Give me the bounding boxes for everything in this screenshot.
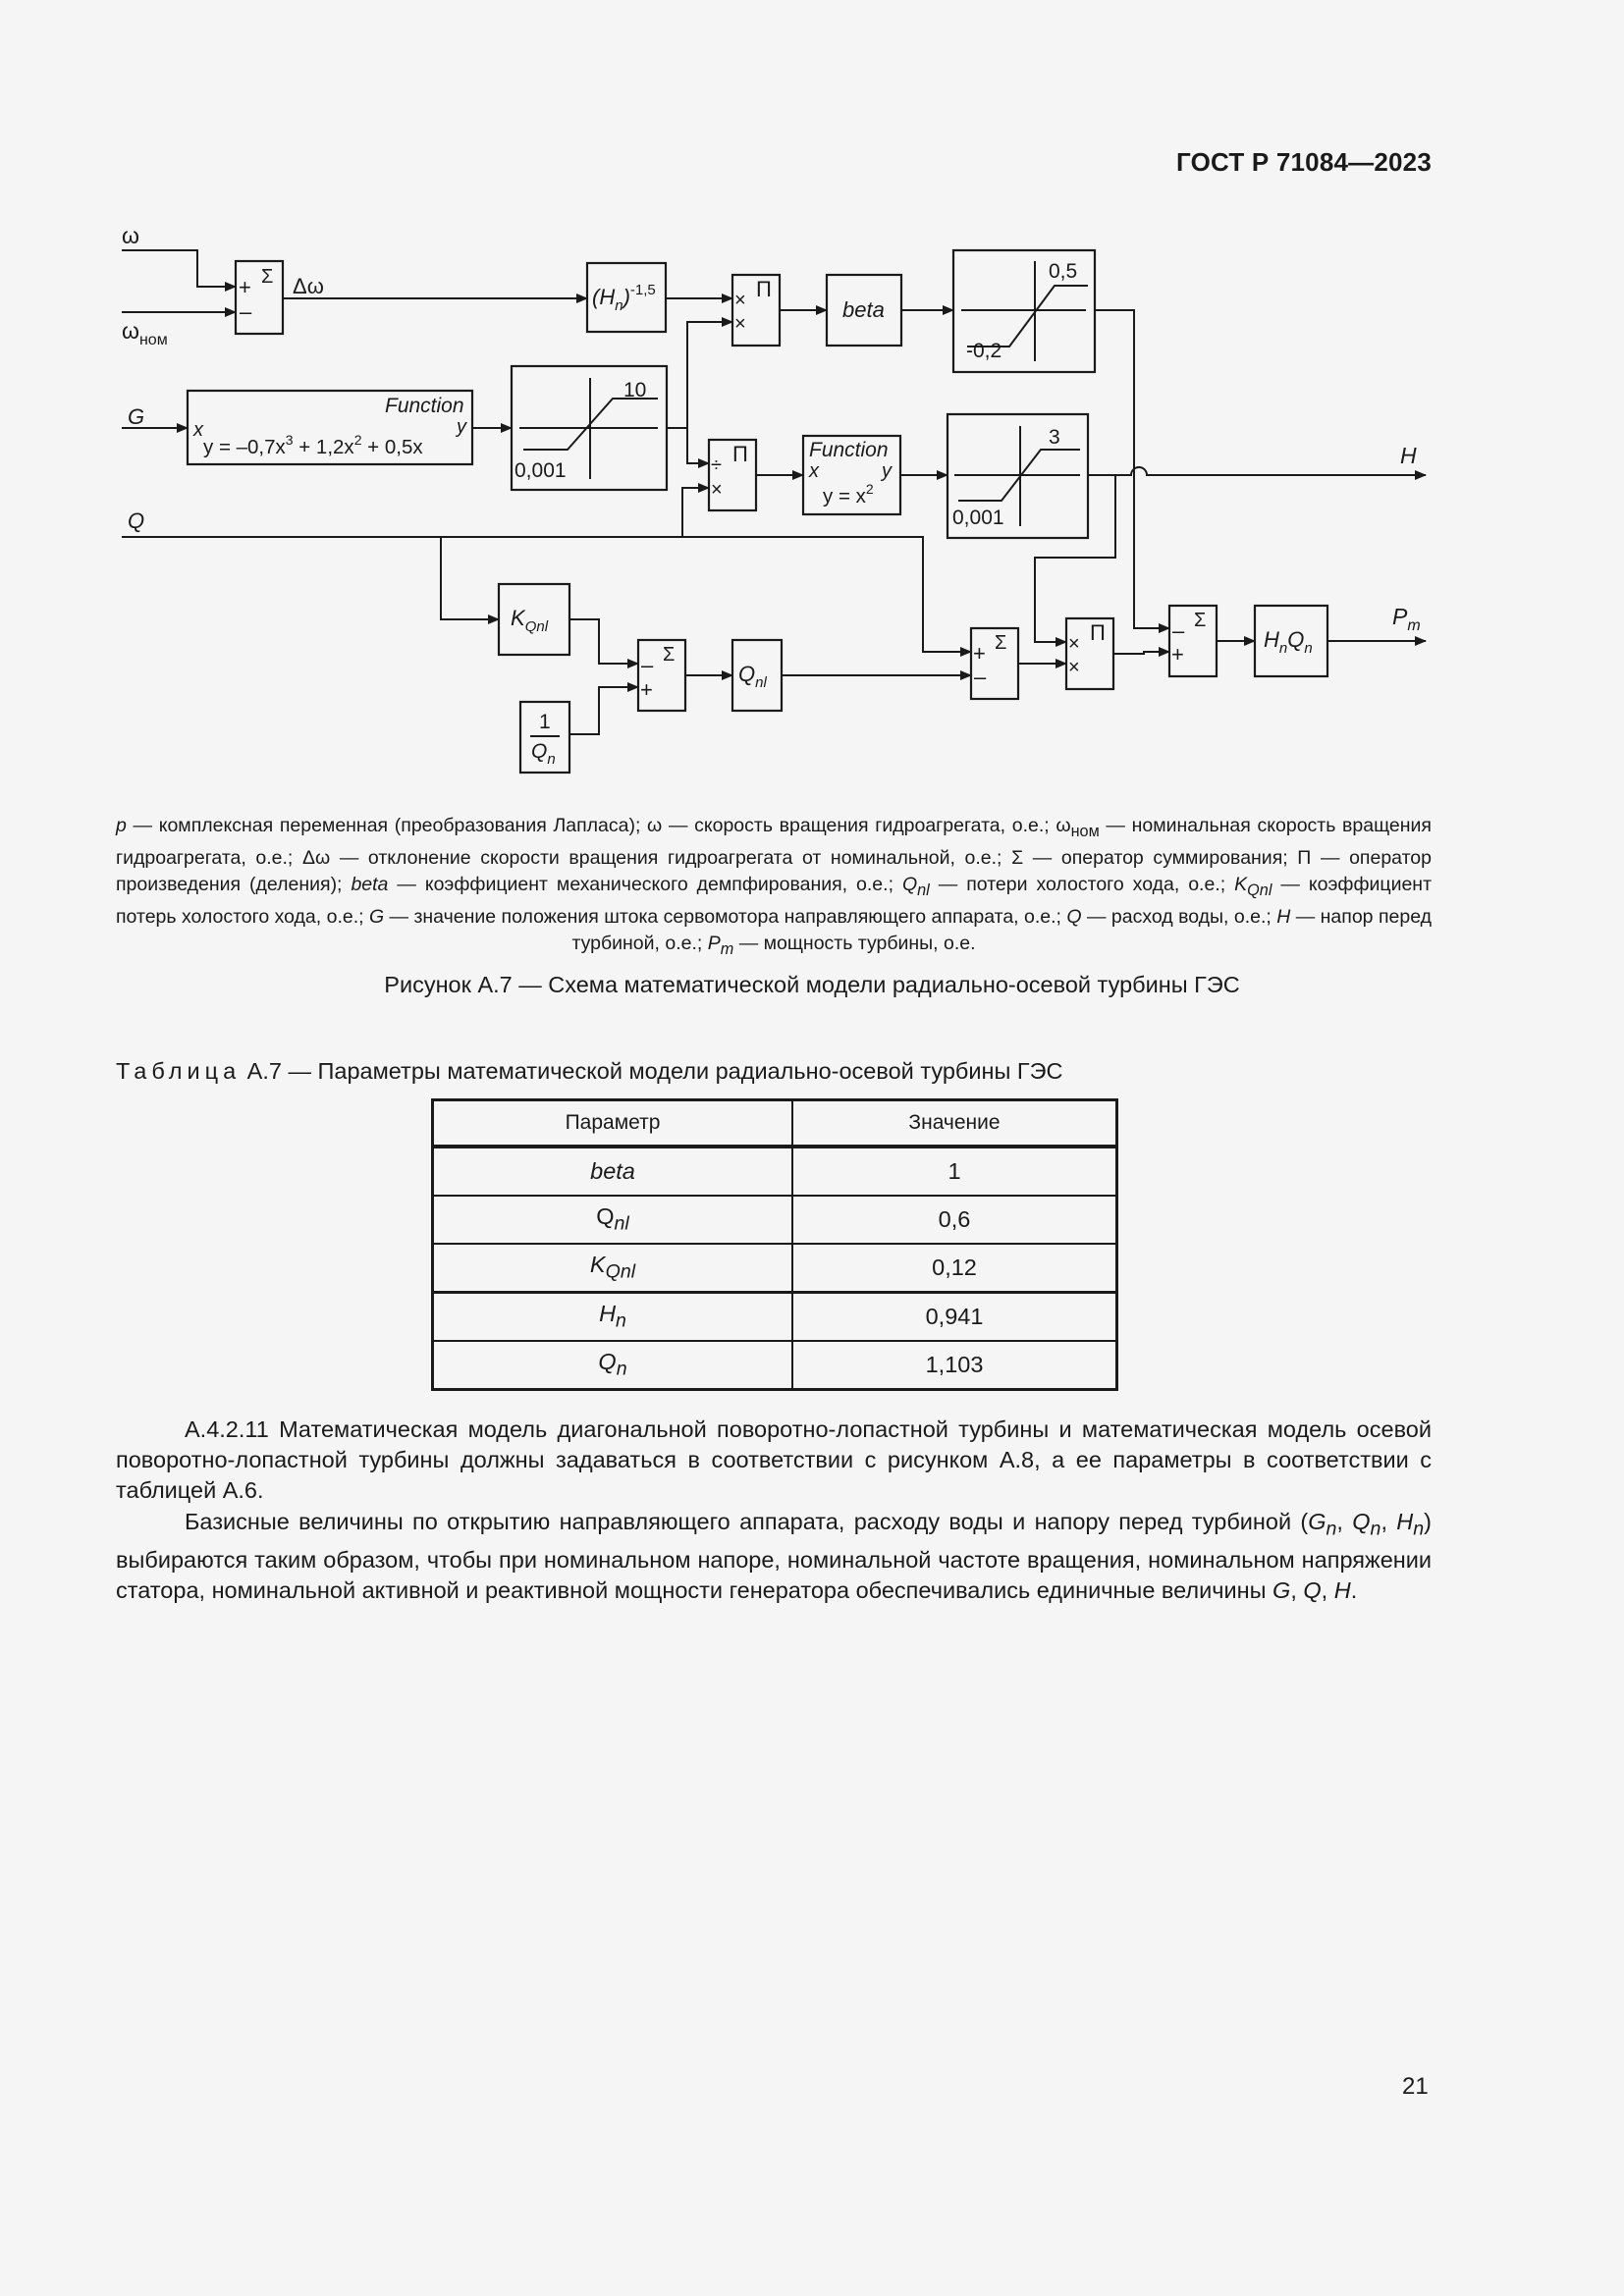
- division-block-pi: Π: [732, 442, 748, 466]
- figure-legend: p — комплексная переменная (преобразования Лапласа); ω — скорость вращения гидроагрегата, о.е.; $\omega_{ном}$ — номинальная скорость вращения гидроагрегата, о.е.; Δω — отклонение скорости вращения гидроагрегата от номинальной, о.е.; Σ — оператор суммирования; Π — оператор произведения (деления); beta — коэффициент механического демпфирования, о.е.; $Q_{nl}$ — потери холостого хода, о.е.; $K_{Qnl}$ — коэффициент потерь холостого хода, о.е.; G — значение положения штока сервомотора направляющего аппарата, о.е.; Q — расход воды, о.е.; H — напор перед турбиной, о.е.; $P_m$ — мощность турбины, о.е.: [116, 815, 1433, 958]
- omega-label: ω: [122, 223, 139, 248]
- sum-block-1-sigma: Σ: [261, 266, 274, 288]
- table-row: [433, 1293, 1117, 1342]
- table-row: [433, 1244, 1117, 1293]
- q-input-label: Q: [128, 508, 145, 533]
- product-block-top-pi: Π: [756, 277, 772, 301]
- sum-block-3-sigma: Σ: [995, 632, 1007, 654]
- sum-block-3-plus: +: [973, 641, 986, 666]
- sat-right-max: 3: [1049, 426, 1060, 449]
- sat-mid-min: 0,001: [514, 459, 567, 482]
- sum-block-2-minus: –: [641, 653, 654, 677]
- figure-caption: Рисунок А.7 — Схема математической модели радиально-осевой турбины ГЭС: [384, 972, 1240, 997]
- table-title: Таблица А.7 — Параметры математической модели радиально-осевой турбины ГЭС: [116, 1058, 1063, 1084]
- h-output-label: H: [1400, 443, 1417, 468]
- sat-right-min: 0,001: [952, 507, 1004, 529]
- page-number: 21: [1402, 2073, 1429, 2100]
- table-header-row: [433, 1100, 1117, 1148]
- sum-block-3-minus: –: [974, 665, 987, 689]
- table-header-parameter: Параметр: [433, 1100, 793, 1148]
- omega-nom-label: $\omega_{ном}$: [122, 318, 168, 348]
- parameter-cell: $Q_{nl}$: [433, 1196, 793, 1244]
- value-cell: 0,941: [792, 1293, 1117, 1342]
- sat-top-max: 0,5: [1049, 260, 1078, 283]
- sum-block-4-minus: –: [1172, 618, 1185, 643]
- value-cell: 1,103: [792, 1341, 1117, 1390]
- value-cell: 0,12: [792, 1244, 1117, 1293]
- value-cell: 0,6: [792, 1196, 1117, 1244]
- turbine-model-diagram: [0, 0, 1624, 785]
- sum-block-1-minus: –: [240, 299, 252, 324]
- table-header-value: Значение: [792, 1100, 1117, 1148]
- product-block-top-x1: ×: [734, 290, 746, 311]
- func-g-expr: $y = -0,7x^3 + 1,2x^2 + 0,5x$: [203, 432, 423, 458]
- parameter-cell: $Q_n$: [433, 1341, 793, 1390]
- value-cell: 1: [792, 1147, 1117, 1196]
- product-block-bottom-pi: Π: [1090, 620, 1106, 645]
- sum-block-4-plus: +: [1171, 642, 1184, 667]
- paragraph-a4211: А.4.2.11 Математическая модель диагональной поворотно-лопастной турбины и математическая модель осевой поворотно-лопастной турбины должны задаваться в соответствии с рисунком А.8, а ее параметры в соответствии с таблицей А.6.: [116, 1416, 1432, 1503]
- g-input-label: G: [128, 404, 145, 429]
- func-g-y: y: [457, 416, 466, 438]
- sum-block-2-sigma: Σ: [663, 644, 676, 666]
- hnqn-label: $H_nQ_n$: [1264, 627, 1313, 657]
- delta-omega-label: Δω: [293, 274, 324, 298]
- sum-block-1-plus: +: [239, 275, 251, 299]
- func-g-title: Function: [385, 395, 464, 417]
- table-row: [433, 1341, 1117, 1390]
- beta-block-label: beta: [842, 297, 885, 322]
- document-header: ГОСТ Р 71084—2023: [1176, 147, 1432, 177]
- hn-power-text: $(H_n)^{-1,5}$: [592, 282, 656, 314]
- pm-output-label: $P_m$: [1392, 604, 1421, 634]
- table-row: [433, 1196, 1117, 1244]
- sat-top-min: -0,2: [966, 340, 1002, 362]
- qnl-label: $Q_{nl}$: [738, 662, 767, 691]
- parameter-cell: $K_{Qnl}$: [433, 1244, 793, 1293]
- func-g-x: x: [193, 419, 203, 441]
- diagram-connections: [122, 250, 1426, 734]
- func-sq-y: y: [882, 460, 892, 482]
- saturation-top-curve: [967, 286, 1088, 347]
- division-block-div: ÷: [711, 454, 722, 476]
- paragraph-base-values: Базисные величины по открытию направляющего аппарата, расходу воды и напору перед турбиной ($G_n$, $Q_n$, $H_n$) выбираются таким образом, чтобы при номинальном напоре, номинальной частоте вращения, номинальном напряжении статора, номинальной активной и реактивной мощности генератора обеспечивались единичные величины G, Q, H.: [116, 1509, 1432, 1603]
- parameter-cell: $H_n$: [433, 1293, 793, 1342]
- func-sq-x: x: [809, 460, 819, 482]
- func-sq-title: Function: [809, 439, 889, 461]
- func-sq-expr: $y = x^2$: [823, 481, 874, 507]
- product-block-top-x2: ×: [734, 313, 746, 335]
- parameters-table: [431, 1098, 1118, 1391]
- sum-block-4-sigma: Σ: [1194, 610, 1207, 631]
- inv-qn-num: 1: [539, 711, 551, 733]
- inv-qn-den: $Q_n$: [531, 740, 556, 768]
- parameter-cell: beta: [433, 1147, 793, 1196]
- division-block-times: ×: [711, 479, 723, 501]
- sum-block-2-plus: +: [640, 677, 653, 702]
- table-row: [433, 1147, 1117, 1196]
- kqnl-label: $K_{Qnl}$: [511, 606, 549, 635]
- sat-mid-max: 10: [623, 379, 647, 401]
- product-block-bottom-x2: ×: [1068, 657, 1080, 678]
- product-block-bottom-x1: ×: [1068, 633, 1080, 655]
